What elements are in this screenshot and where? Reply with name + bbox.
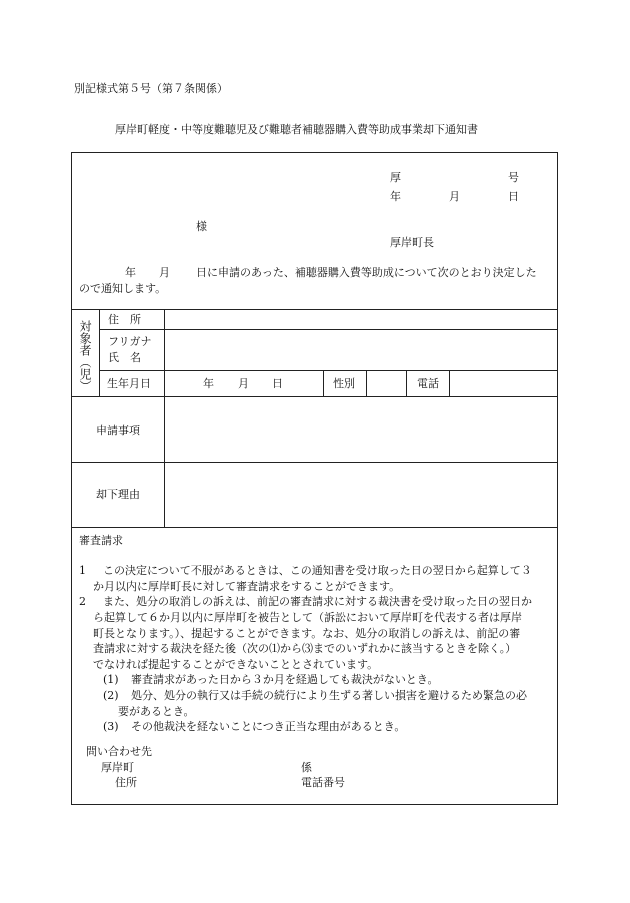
birth-month: 月 <box>238 377 249 390</box>
review-sub2-number: (2) <box>103 689 119 702</box>
rule <box>71 309 558 310</box>
review-item2-line: 査請求に対する裁決を経た後（次の⑴から⑶までのいずれかに該当するときを除く。） <box>93 642 517 655</box>
rule <box>406 370 407 396</box>
number-prefix: 厚 <box>390 171 401 184</box>
review-item2-line: また、処分の取消しの訴えは、前記の審査請求に対する裁決書を受け取った日の翌日か <box>103 595 532 608</box>
rule <box>99 329 558 330</box>
review-sub2-line2: 要があるとき。 <box>118 705 195 718</box>
subject-group-label: 対象者︵児︶ <box>78 320 92 392</box>
review-item2-line: 町長となります。）、提起することができます。なお、処分の取消しの訴えは、前記の審 <box>93 627 521 640</box>
review-sub3-text: その他裁決を経ないことにつき正当な理由があるとき。 <box>131 720 406 733</box>
rule <box>71 527 558 528</box>
birth-day: 日 <box>272 377 283 390</box>
form-label: 別記様式第５号（第７条関係） <box>74 82 228 95</box>
name-label: 氏名 <box>108 351 152 364</box>
number-suffix: 号 <box>508 171 519 184</box>
review-item2-line: でなければ提起することができないこととされています。 <box>93 658 379 671</box>
contact-town: 厚岸町 <box>101 761 134 774</box>
rule <box>71 462 558 463</box>
furigana-label: フリガナ <box>108 335 152 348</box>
review-item1-line1: この決定について不服があるときは、この通知書を受け取った日の翌日から起算して３ <box>103 564 532 577</box>
notice-text-line1: 日に申請のあった、補聴器購入費等助成について次のとおり決定した <box>196 266 537 279</box>
date-month: 月 <box>449 190 460 203</box>
date-day: 日 <box>508 190 519 203</box>
address-label: 住所 <box>108 313 152 326</box>
review-item1-line2: か月以内に厚岸町長に対して審査請求をすることができます。 <box>93 580 401 593</box>
contact-phone-label: 電話番号 <box>301 776 345 789</box>
review-sub3-number: (3) <box>103 720 119 733</box>
notice-text-line2: ので通知します。 <box>79 282 167 295</box>
contact-heading: 問い合わせ先 <box>86 745 152 758</box>
rule <box>71 396 558 397</box>
gender-label: 性別 <box>333 377 355 390</box>
rule <box>164 309 165 527</box>
issuer: 厚岸町長 <box>390 236 434 249</box>
review-item1-number: 1 <box>79 564 86 577</box>
rule <box>449 370 450 396</box>
contact-address-label: 住所 <box>115 776 137 789</box>
review-sub1-text: 審査請求があった日から３か月を経過しても裁決がないとき。 <box>131 673 439 686</box>
birth-label: 生年月日 <box>107 377 151 390</box>
reason-label: 却下理由 <box>96 488 140 501</box>
addressee-suffix: 様 <box>196 220 207 233</box>
date-year: 年 <box>390 190 401 203</box>
notice-month: 月 <box>159 266 170 279</box>
rule <box>99 370 558 371</box>
phone-label: 電話 <box>417 377 439 390</box>
birth-year: 年 <box>203 377 214 390</box>
contact-section: 係 <box>301 761 312 774</box>
review-sub2-line1: 処分、処分の執行又は手続の続行により生ずる著しい損害を避けるため緊急の必 <box>131 689 527 702</box>
review-sub1-number: (1) <box>103 673 119 686</box>
notice-year: 年 <box>125 266 136 279</box>
review-item2-number: 2 <box>79 595 86 608</box>
application-label: 申請事項 <box>96 424 140 437</box>
review-item2-line: ら起算して６か月以内に厚岸町を被告として（訴訟において厚岸町を代表する者は厚岸 <box>93 611 522 624</box>
review-heading: 審査請求 <box>79 534 123 547</box>
rule <box>323 370 324 396</box>
document-title: 厚岸町軽度・中等度難聴児及び難聴者補聴器購入費等助成事業却下通知書 <box>115 123 478 136</box>
rule <box>99 309 100 396</box>
rule <box>366 370 367 396</box>
